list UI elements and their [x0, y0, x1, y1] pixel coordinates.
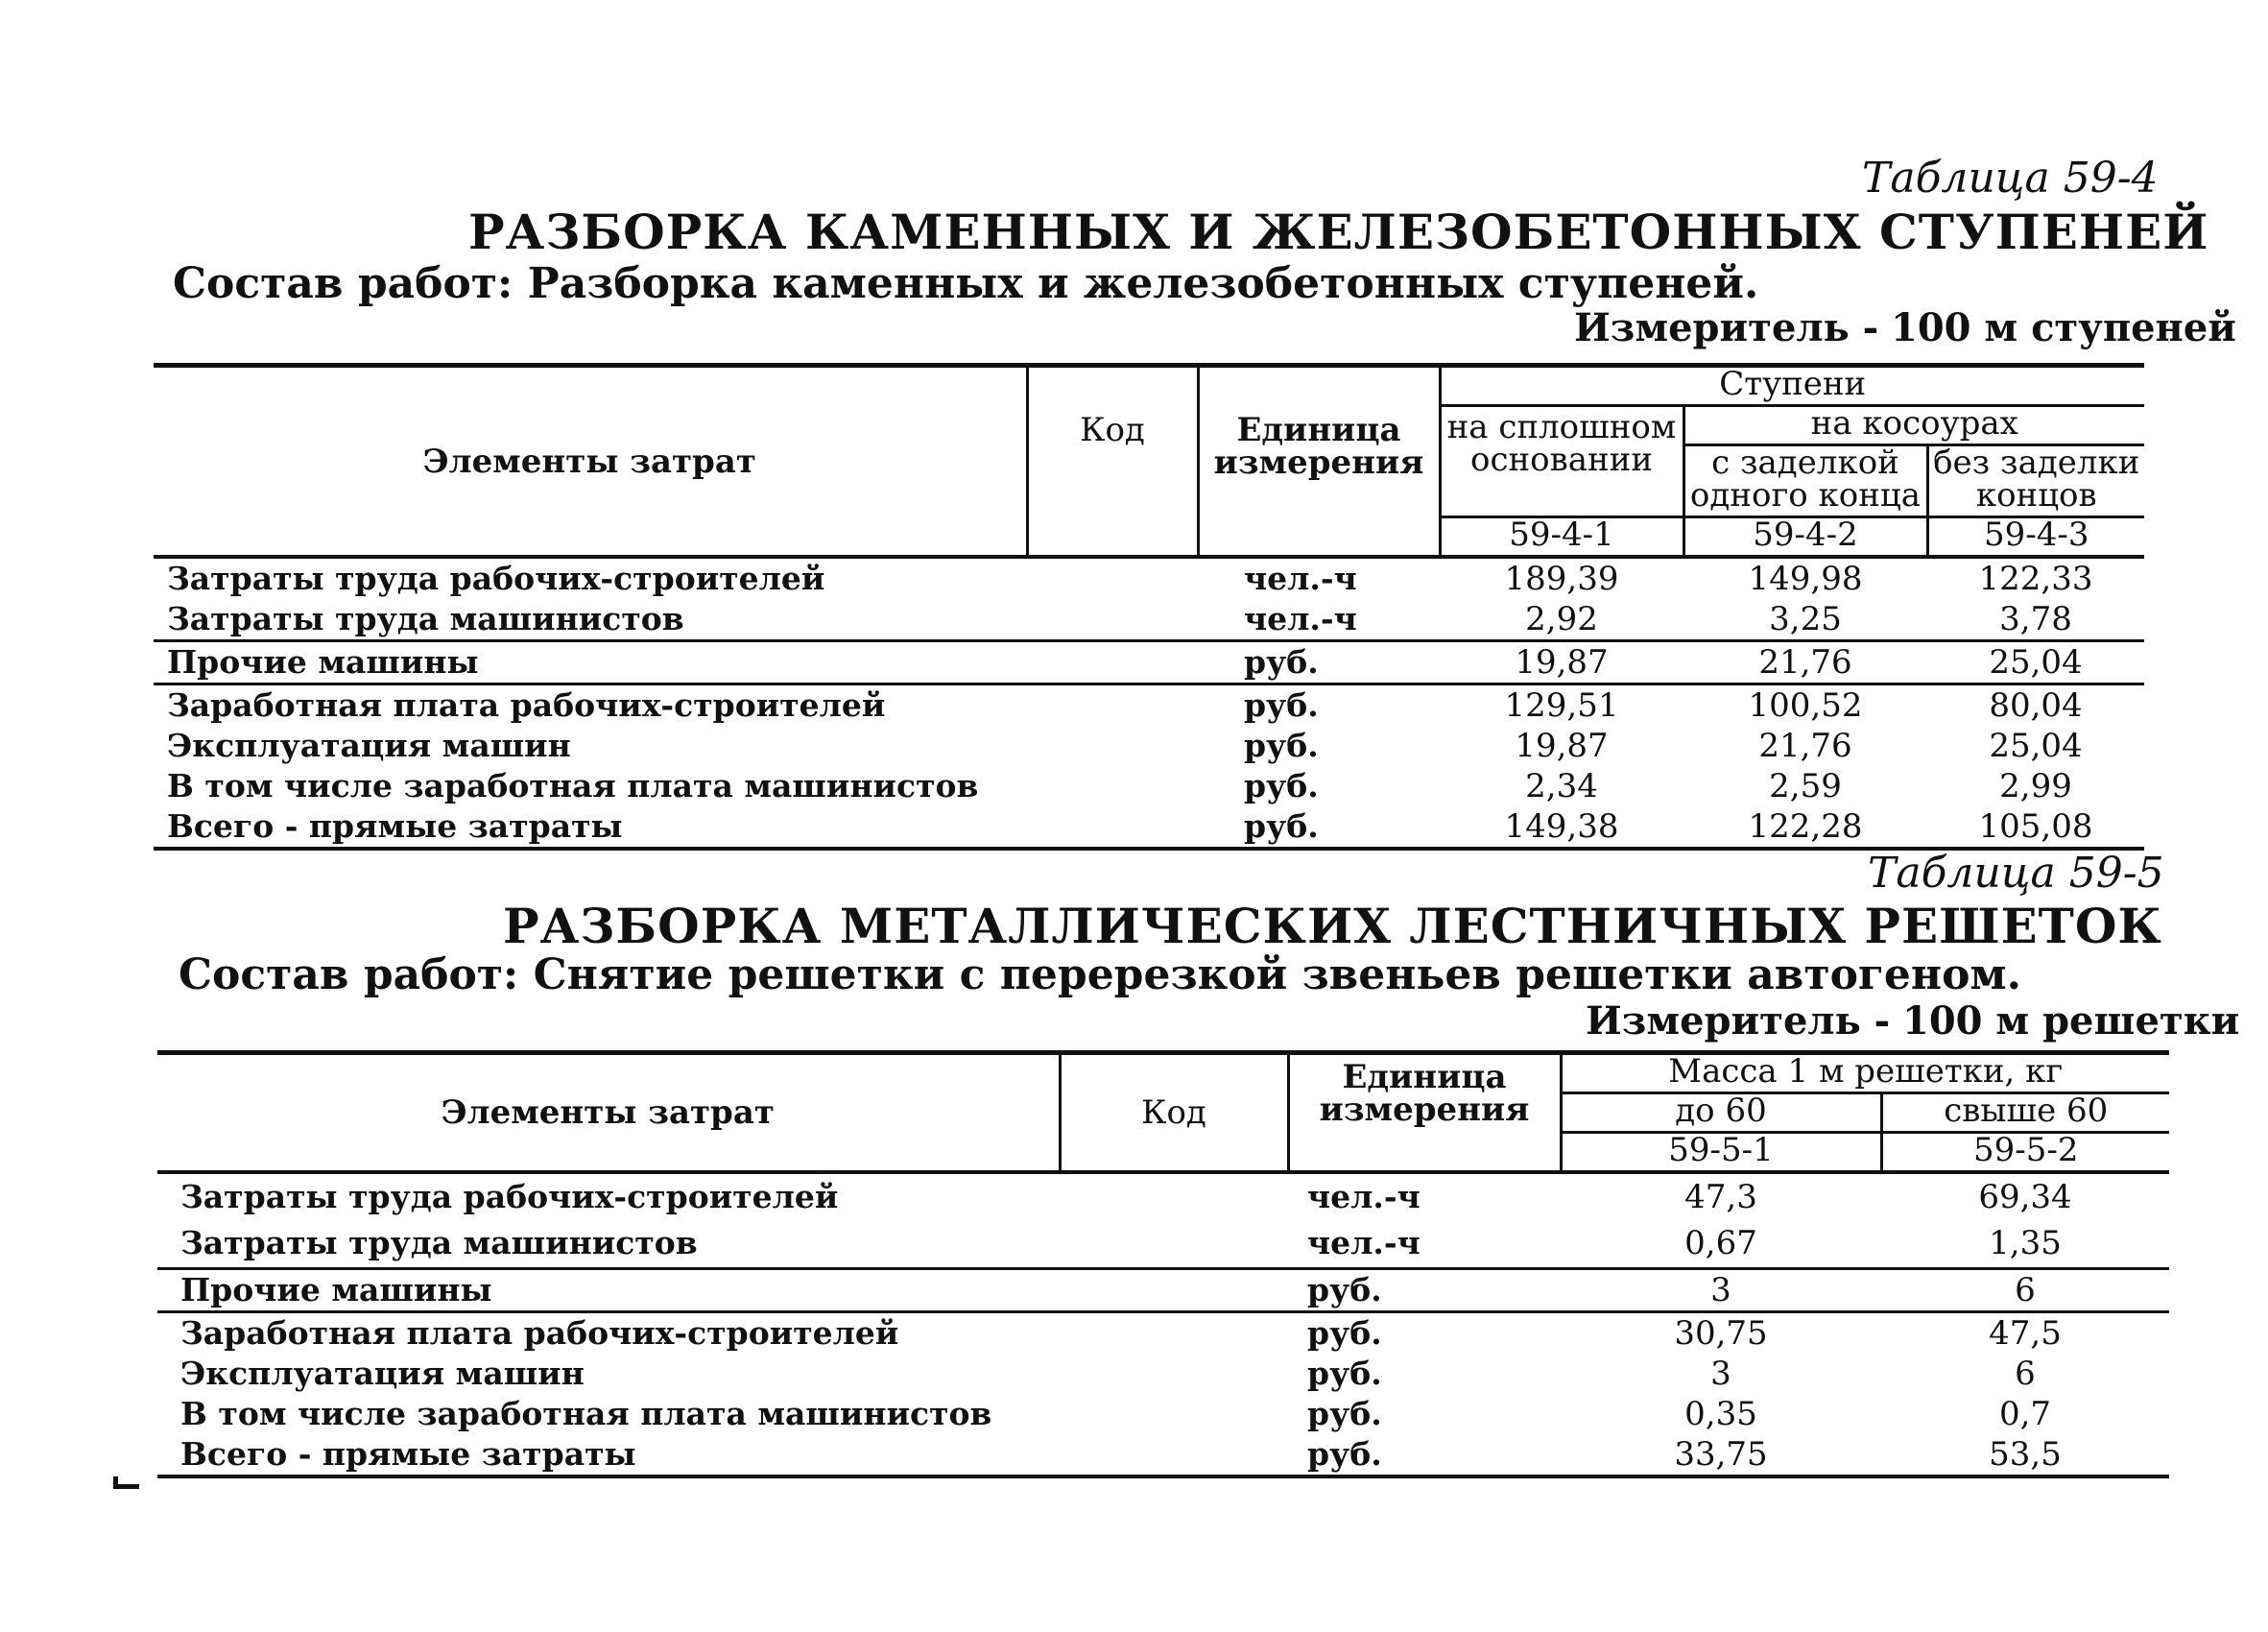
table-row	[157, 1268, 2169, 1311]
table1-title: РАЗБОРКА КАМЕННЫХ И ЖЕЛЕЗОБЕТОННЫХ СТУПЕНЕЙ	[468, 204, 2209, 260]
row-name: Затраты труда рабочих-строителей	[180, 1178, 839, 1215]
table2-header-elements: Элементы затрат	[157, 1053, 1060, 1173]
row-name: Затраты труда машинистов	[157, 1220, 1060, 1268]
row-unit: чел.-ч	[1288, 1220, 1561, 1268]
table2-number: Таблица 59-5	[1868, 849, 2164, 898]
row-name: В том числе заработная плата машинистов	[167, 767, 979, 804]
table-row	[154, 641, 2144, 684]
table-row	[154, 806, 2144, 849]
row-name: Прочие машины	[157, 1268, 1060, 1311]
row-name: Заработная плата рабочих-строителей	[180, 1313, 899, 1352]
table2-composition-label: Состав работ:	[179, 950, 519, 999]
scan-mark	[113, 1476, 139, 1489]
table-row	[157, 1311, 2169, 1354]
row-value: 6	[1881, 1268, 2169, 1311]
row-value: 47,5	[1989, 1313, 2062, 1353]
row-value: 21,76	[1683, 641, 1927, 684]
row-value: 1,35	[1881, 1220, 2169, 1268]
row-value: 19,87	[1440, 641, 1683, 684]
row-value: 25,04	[1989, 727, 2083, 765]
table2-composition	[179, 950, 2021, 999]
row-value: 53,5	[1881, 1434, 2169, 1476]
row-value: 3	[1710, 1354, 1731, 1393]
row-name: Эксплуатация машин	[167, 727, 571, 764]
table2-title: РАЗБОРКА МЕТАЛЛИЧЕСКИХ ЛЕСТНИЧНЫХ РЕШЕТОК	[503, 898, 2162, 954]
row-value: 0,7	[1998, 1394, 2052, 1433]
table-row	[154, 599, 2144, 641]
table1-measure-value: 100 м ступеней	[1890, 305, 2236, 350]
table1-composition-label: Состав работ:	[173, 259, 513, 308]
row-unit: чел.-ч	[1198, 599, 1440, 641]
row-value: 3	[1561, 1268, 1881, 1311]
row-value: 2,59	[1769, 767, 1842, 805]
table2-measure	[1586, 998, 2239, 1044]
row-value: 100,52	[1748, 686, 1863, 725]
table1-header-col1: на сплошном основании	[1440, 406, 1683, 517]
table-row	[154, 726, 2144, 766]
row-value: 149,38	[1440, 806, 1683, 849]
row-name: Затраты труда рабочих-строителей	[167, 560, 825, 597]
table-row	[157, 1354, 2169, 1394]
row-value: 3,25	[1683, 599, 1927, 641]
table2-header-group: Масса 1 м решетки, кг	[1561, 1053, 2169, 1093]
row-name: Всего - прямые затраты	[157, 1434, 1060, 1476]
row-value: 129,51	[1504, 686, 1619, 725]
table1-header-code: Код	[1027, 366, 1198, 558]
row-unit: руб.	[1307, 1354, 1382, 1392]
row-unit: руб.	[1244, 727, 1319, 764]
row-unit: руб.	[1244, 686, 1319, 724]
table2-header-col1: до 60	[1561, 1093, 1881, 1133]
table1-number: Таблица 59-4	[1862, 154, 2159, 203]
table1-header-unit: Единица измерения	[1198, 366, 1440, 558]
row-unit: чел.-ч	[1244, 560, 1357, 597]
table1-header-col3: без заделки концов	[1927, 445, 2144, 517]
row-value: 21,76	[1758, 727, 1852, 765]
row-name: Эксплуатация машин	[180, 1354, 585, 1392]
table-row	[157, 1434, 2169, 1476]
table1-composition-text: Разборка каменных и железобетонных ступеней.	[527, 259, 1759, 308]
row-value: 0,35	[1684, 1394, 1757, 1433]
row-name: В том числе заработная плата машинистов	[180, 1394, 992, 1432]
table1	[154, 363, 2144, 851]
row-unit: руб.	[1307, 1394, 1382, 1432]
table2-header-col2: свыше 60	[1881, 1093, 2169, 1133]
table2-code-col1: 59-5-1	[1561, 1133, 1881, 1173]
row-unit: руб.	[1198, 641, 1440, 684]
table-row	[154, 766, 2144, 806]
table-row	[157, 1394, 2169, 1434]
row-value: 105,08	[1927, 806, 2144, 849]
row-value: 19,87	[1515, 727, 1609, 765]
row-unit: руб.	[1307, 1313, 1382, 1352]
row-value: 122,33	[1978, 560, 2093, 598]
row-value: 2,99	[1999, 767, 2072, 805]
table-row	[157, 1172, 2169, 1220]
table2-measure-value: 100 м решетки	[1901, 998, 2240, 1044]
row-value: 189,39	[1504, 560, 1619, 598]
table2-header-code: Код	[1060, 1053, 1288, 1173]
row-value: 30,75	[1674, 1313, 1768, 1353]
table1-header-kosour: на косоурах	[1683, 406, 2144, 445]
table-row	[154, 557, 2144, 599]
table2-measure-label: Измеритель -	[1586, 998, 1891, 1044]
row-unit: чел.-ч	[1307, 1178, 1420, 1215]
row-value: 33,75	[1561, 1434, 1881, 1476]
row-value: 6	[2015, 1354, 2036, 1393]
row-value: 47,3	[1684, 1178, 1757, 1216]
table2-header-unit: Единица измерения	[1288, 1053, 1561, 1173]
table1-header-group: Ступени	[1440, 366, 2144, 406]
table-row	[157, 1220, 2169, 1268]
table2-code-col2: 59-5-2	[1881, 1133, 2169, 1173]
row-name: Заработная плата рабочих-строителей	[167, 686, 886, 724]
row-value: 2,92	[1440, 599, 1683, 641]
table1-header-col2: с заделкой одного конца	[1683, 445, 1927, 517]
table1-composition	[173, 259, 1758, 308]
row-unit: руб.	[1288, 1434, 1561, 1476]
table1-code-col2: 59-4-2	[1683, 517, 1927, 558]
row-value: 149,98	[1748, 560, 1863, 598]
table1-code-col3: 59-4-3	[1927, 517, 2144, 558]
table1-header-elements: Элементы затрат	[154, 366, 1027, 558]
row-name: Затраты труда машинистов	[154, 599, 1027, 641]
row-unit: руб.	[1198, 806, 1440, 849]
row-unit: руб.	[1288, 1268, 1561, 1311]
row-value: 3,78	[1927, 599, 2144, 641]
table1-code-col1: 59-4-1	[1440, 517, 1683, 558]
row-value: 25,04	[1927, 641, 2144, 684]
row-value: 122,28	[1683, 806, 1927, 849]
row-value: 2,34	[1525, 767, 1598, 805]
row-value: 0,67	[1561, 1220, 1881, 1268]
table1-measure	[1574, 305, 2236, 350]
row-value: 80,04	[1989, 686, 2083, 725]
table-row	[154, 684, 2144, 727]
table2	[157, 1050, 2169, 1478]
row-unit: руб.	[1244, 767, 1319, 804]
table1-measure-label: Измеритель -	[1574, 305, 1879, 350]
row-value: 69,34	[1978, 1178, 2072, 1216]
row-name: Всего - прямые затраты	[154, 806, 1027, 849]
table2-composition-text: Снятие решетки с перерезкой звеньев решетки автогеном.	[533, 950, 2021, 999]
row-name: Прочие машины	[154, 641, 1027, 684]
